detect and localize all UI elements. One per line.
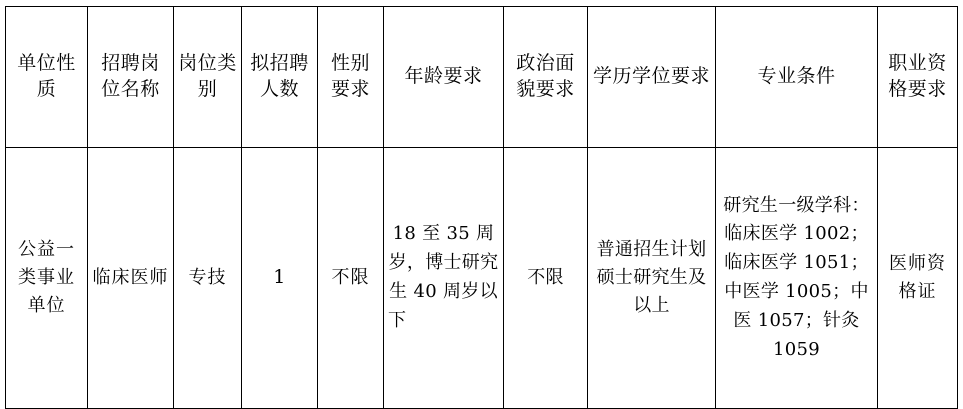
cell-unit-nature: 公益一类事业单位 [6, 148, 88, 409]
cell-gender-requirement: 不限 [318, 148, 384, 409]
header-education-degree: 学历学位要求 [588, 7, 716, 148]
cell-planned-number: 1 [242, 148, 318, 409]
cell-political-status: 不限 [504, 148, 588, 409]
cell-education-degree: 普通招生计划硕士研究生及以上 [588, 148, 716, 409]
header-unit-nature: 单位性质 [6, 7, 88, 148]
header-gender-requirement: 性别要求 [318, 7, 384, 148]
table-header-row [6, 7, 958, 148]
cell-post-name: 临床医师 [88, 148, 174, 409]
header-post-name: 招聘岗位名称 [88, 7, 174, 148]
table-body [6, 148, 958, 409]
table-header [6, 7, 958, 148]
header-planned-number: 拟招聘人数 [242, 7, 318, 148]
cell-professional-certificate: 医师资格证 [878, 148, 958, 409]
header-post-category: 岗位类别 [174, 7, 242, 148]
header-professional-certificate: 职业资格要求 [878, 7, 958, 148]
cell-age-requirement: 18 至 35 周岁，博士研究生 40 周岁以下 [384, 148, 504, 409]
cell-major-condition: 研究生一级学科：临床医学 1002；临床医学 1051；中医学 1005；中医 1057；针灸 1059 [716, 148, 878, 409]
header-major-condition: 专业条件 [716, 7, 878, 148]
table-row [6, 148, 958, 409]
header-age-requirement: 年龄要求 [384, 7, 504, 148]
cell-post-category: 专技 [174, 148, 242, 409]
recruitment-table [5, 6, 958, 409]
header-political-status: 政治面貌要求 [504, 7, 588, 148]
